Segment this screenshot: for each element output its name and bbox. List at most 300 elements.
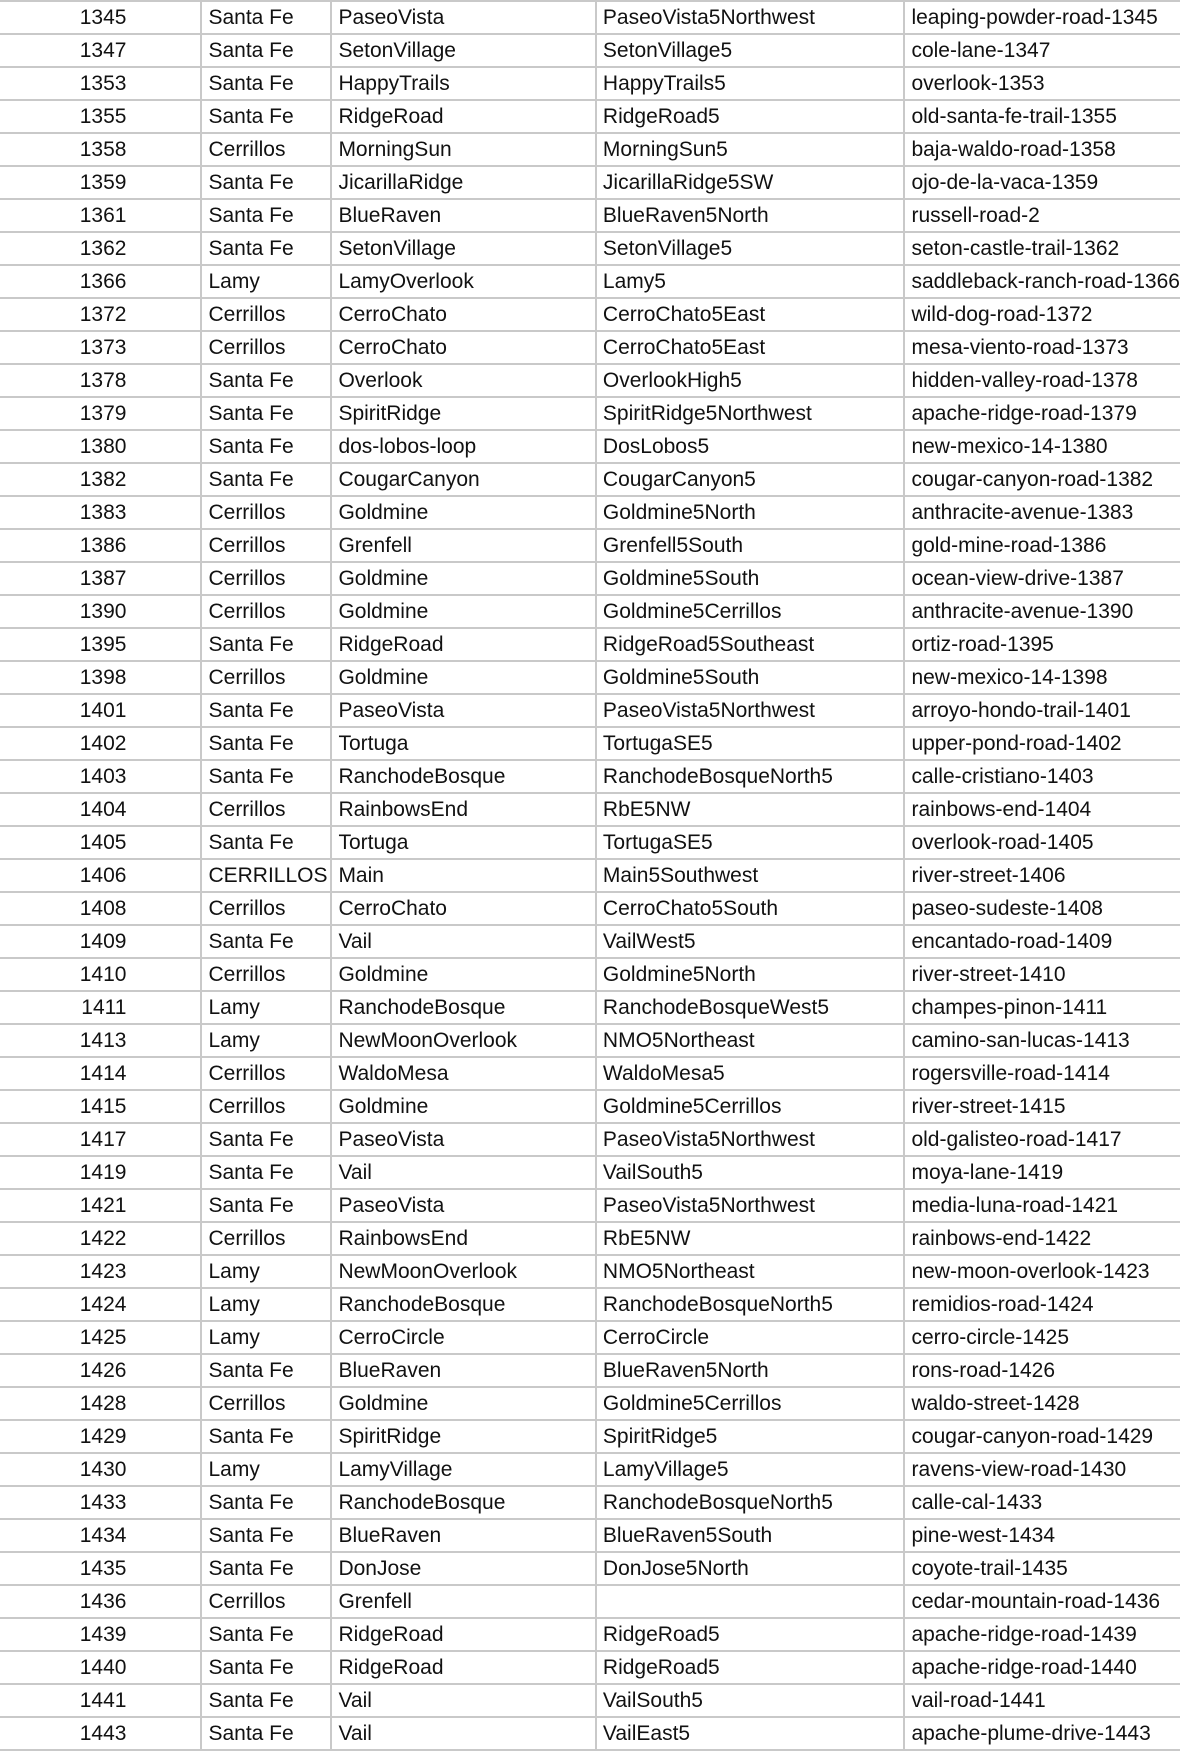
cell-id[interactable]: 1386 <box>0 529 201 562</box>
cell-zone[interactable]: TortugaSE5 <box>596 727 905 760</box>
cell-id[interactable]: 1419 <box>0 1156 201 1189</box>
cell-town[interactable]: Santa Fe <box>201 430 331 463</box>
cell-town[interactable]: Cerrillos <box>201 1387 331 1420</box>
cell-zone[interactable]: RidgeRoad5 <box>596 100 905 133</box>
cell-town[interactable]: Cerrillos <box>201 331 331 364</box>
cell-subdivision[interactable]: LamyOverlook <box>331 265 595 298</box>
cell-subdivision[interactable]: RainbowsEnd <box>331 793 595 826</box>
cell-road[interactable]: paseo-sudeste-1408 <box>904 892 1180 925</box>
cell-subdivision[interactable]: RainbowsEnd <box>331 1222 595 1255</box>
cell-zone[interactable]: CerroCircle <box>596 1321 905 1354</box>
cell-road[interactable]: cedar-mountain-road-1436 <box>904 1585 1180 1618</box>
table-row <box>0 826 1180 859</box>
cell-zone[interactable]: SpiritRidge5 <box>596 1420 905 1453</box>
cell-town[interactable]: Lamy <box>201 1255 331 1288</box>
cell-subdivision[interactable]: Goldmine <box>331 958 595 991</box>
cell-road[interactable]: calle-cal-1433 <box>904 1486 1180 1519</box>
cell-road[interactable]: hidden-valley-road-1378 <box>904 364 1180 397</box>
table-row <box>0 529 1180 562</box>
cell-road[interactable]: anthracite-avenue-1383 <box>904 496 1180 529</box>
cell-zone[interactable]: BlueRaven5South <box>596 1519 905 1552</box>
cell-id[interactable]: 1424 <box>0 1288 201 1321</box>
table-row <box>0 364 1180 397</box>
table-row <box>0 760 1180 793</box>
cell-road[interactable]: river-street-1415 <box>904 1090 1180 1123</box>
cell-road[interactable]: apache-ridge-road-1379 <box>904 397 1180 430</box>
cell-id[interactable]: 1441 <box>0 1684 201 1717</box>
cell-town[interactable]: Santa Fe <box>201 1519 331 1552</box>
cell-town[interactable]: Santa Fe <box>201 1684 331 1717</box>
table-row <box>0 1420 1180 1453</box>
table-row <box>0 1354 1180 1387</box>
cell-town[interactable]: Cerrillos <box>201 1585 331 1618</box>
cell-road[interactable]: new-moon-overlook-1423 <box>904 1255 1180 1288</box>
cell-zone[interactable]: PaseoVista5Northwest <box>596 1 905 34</box>
cell-road[interactable]: waldo-street-1428 <box>904 1387 1180 1420</box>
cell-id[interactable]: 1373 <box>0 331 201 364</box>
cell-id[interactable]: 1362 <box>0 232 201 265</box>
cell-subdivision[interactable]: Overlook <box>331 364 595 397</box>
cell-road[interactable]: moya-lane-1419 <box>904 1156 1180 1189</box>
cell-town[interactable]: Santa Fe <box>201 694 331 727</box>
cell-town[interactable]: Lamy <box>201 265 331 298</box>
cell-road[interactable]: vail-road-1441 <box>904 1684 1180 1717</box>
cell-road[interactable]: apache-plume-drive-1443 <box>904 1717 1180 1750</box>
cell-id[interactable]: 1426 <box>0 1354 201 1387</box>
cell-subdivision[interactable]: Vail <box>331 1156 595 1189</box>
table-row <box>0 1057 1180 1090</box>
table-row <box>0 661 1180 694</box>
cell-town[interactable]: Lamy <box>201 1024 331 1057</box>
cell-id[interactable]: 1443 <box>0 1717 201 1750</box>
table-row <box>0 694 1180 727</box>
cell-town[interactable]: Lamy <box>201 991 331 1024</box>
cell-subdivision[interactable]: Goldmine <box>331 595 595 628</box>
cell-id[interactable]: 1413 <box>0 1024 201 1057</box>
cell-zone[interactable]: Goldmine5North <box>596 496 905 529</box>
cell-id[interactable]: 1423 <box>0 1255 201 1288</box>
cell-road[interactable]: rons-road-1426 <box>904 1354 1180 1387</box>
cell-zone[interactable]: Goldmine5North <box>596 958 905 991</box>
cell-id[interactable]: 1387 <box>0 562 201 595</box>
cell-town[interactable]: Santa Fe <box>201 67 331 100</box>
cell-zone[interactable]: SpiritRidge5Northwest <box>596 397 905 430</box>
cell-road[interactable]: arroyo-hondo-trail-1401 <box>904 694 1180 727</box>
cell-town[interactable]: Santa Fe <box>201 1486 331 1519</box>
cell-town[interactable]: Cerrillos <box>201 892 331 925</box>
cell-subdivision[interactable]: CerroChato <box>331 892 595 925</box>
cell-subdivision[interactable]: NewMoonOverlook <box>331 1255 595 1288</box>
cell-town[interactable]: Cerrillos <box>201 661 331 694</box>
cell-subdivision[interactable]: CerroCircle <box>331 1321 595 1354</box>
cell-zone[interactable]: RbE5NW <box>596 1222 905 1255</box>
cell-id[interactable]: 1439 <box>0 1618 201 1651</box>
cell-id[interactable]: 1401 <box>0 694 201 727</box>
cell-subdivision[interactable]: PaseoVista <box>331 694 595 727</box>
cell-town[interactable]: Cerrillos <box>201 496 331 529</box>
cell-road[interactable]: apache-ridge-road-1439 <box>904 1618 1180 1651</box>
table-row <box>0 1123 1180 1156</box>
cell-subdivision[interactable]: Grenfell <box>331 529 595 562</box>
cell-town[interactable]: Santa Fe <box>201 760 331 793</box>
cell-road[interactable]: leaping-powder-road-1345 <box>904 1 1180 34</box>
cell-zone[interactable]: CerroChato5East <box>596 298 905 331</box>
cell-subdivision[interactable]: NewMoonOverlook <box>331 1024 595 1057</box>
cell-subdivision[interactable]: Goldmine <box>331 1090 595 1123</box>
cell-subdivision[interactable]: BlueRaven <box>331 1519 595 1552</box>
cell-id[interactable]: 1421 <box>0 1189 201 1222</box>
cell-id[interactable]: 1410 <box>0 958 201 991</box>
cell-subdivision[interactable]: BlueRaven <box>331 1354 595 1387</box>
cell-road[interactable]: calle-cristiano-1403 <box>904 760 1180 793</box>
cell-zone[interactable]: NMO5Northeast <box>596 1024 905 1057</box>
cell-subdivision[interactable]: PaseoVista <box>331 1189 595 1222</box>
cell-road[interactable]: baja-waldo-road-1358 <box>904 133 1180 166</box>
cell-zone[interactable]: Goldmine5Cerrillos <box>596 1387 905 1420</box>
cell-id[interactable]: 1353 <box>0 67 201 100</box>
cell-id[interactable]: 1415 <box>0 1090 201 1123</box>
cell-id[interactable]: 1435 <box>0 1552 201 1585</box>
cell-subdivision[interactable]: Main <box>331 859 595 892</box>
cell-subdivision[interactable]: dos-lobos-loop <box>331 430 595 463</box>
cell-road[interactable]: cerro-circle-1425 <box>904 1321 1180 1354</box>
table-row <box>0 166 1180 199</box>
cell-road[interactable]: cole-lane-1347 <box>904 34 1180 67</box>
cell-subdivision[interactable]: Vail <box>331 1717 595 1750</box>
cell-id[interactable]: 1398 <box>0 661 201 694</box>
cell-town[interactable]: Santa Fe <box>201 1552 331 1585</box>
table-row <box>0 1453 1180 1486</box>
cell-id[interactable]: 1361 <box>0 199 201 232</box>
table-row <box>0 133 1180 166</box>
cell-road[interactable]: apache-ridge-road-1440 <box>904 1651 1180 1684</box>
cell-town[interactable]: Santa Fe <box>201 1123 331 1156</box>
table-row <box>0 1387 1180 1420</box>
cell-zone[interactable]: Grenfell5South <box>596 529 905 562</box>
cell-zone[interactable]: WaldoMesa5 <box>596 1057 905 1090</box>
cell-zone[interactable]: OverlookHigh5 <box>596 364 905 397</box>
cell-zone[interactable]: SetonVillage5 <box>596 34 905 67</box>
cell-zone[interactable]: NMO5Northeast <box>596 1255 905 1288</box>
cell-road[interactable]: rogersville-road-1414 <box>904 1057 1180 1090</box>
cell-subdivision[interactable]: RanchodeBosque <box>331 1288 595 1321</box>
cell-road[interactable]: ojo-de-la-vaca-1359 <box>904 166 1180 199</box>
cell-zone[interactable]: RidgeRoad5 <box>596 1651 905 1684</box>
cell-zone[interactable]: CerroChato5South <box>596 892 905 925</box>
cell-town[interactable]: Santa Fe <box>201 1651 331 1684</box>
cell-zone[interactable]: BlueRaven5North <box>596 1354 905 1387</box>
cell-town[interactable]: Santa Fe <box>201 100 331 133</box>
cell-road[interactable]: old-santa-fe-trail-1355 <box>904 100 1180 133</box>
cell-zone[interactable]: RanchodeBosqueNorth5 <box>596 1486 905 1519</box>
cell-zone[interactable]: TortugaSE5 <box>596 826 905 859</box>
cell-zone[interactable]: DonJose5North <box>596 1552 905 1585</box>
cell-id[interactable]: 1434 <box>0 1519 201 1552</box>
cell-id[interactable]: 1440 <box>0 1651 201 1684</box>
cell-id[interactable]: 1378 <box>0 364 201 397</box>
cell-subdivision[interactable]: CerroChato <box>331 331 595 364</box>
table-row <box>0 1321 1180 1354</box>
cell-zone[interactable]: JicarillaRidge5SW <box>596 166 905 199</box>
cell-subdivision[interactable]: SetonVillage <box>331 232 595 265</box>
cell-subdivision[interactable]: BlueRaven <box>331 199 595 232</box>
table-row <box>0 1618 1180 1651</box>
cell-road[interactable]: cougar-canyon-road-1382 <box>904 463 1180 496</box>
cell-road[interactable]: media-luna-road-1421 <box>904 1189 1180 1222</box>
table-row <box>0 859 1180 892</box>
cell-id[interactable]: 1345 <box>0 1 201 34</box>
cell-subdivision[interactable]: JicarillaRidge <box>331 166 595 199</box>
cell-zone[interactable]: RidgeRoad5 <box>596 1618 905 1651</box>
cell-id[interactable]: 1359 <box>0 166 201 199</box>
cell-road[interactable]: overlook-1353 <box>904 67 1180 100</box>
cell-id[interactable]: 1417 <box>0 1123 201 1156</box>
cell-zone[interactable]: LamyVillage5 <box>596 1453 905 1486</box>
cell-town[interactable]: Lamy <box>201 1453 331 1486</box>
cell-town[interactable]: Santa Fe <box>201 628 331 661</box>
table-row <box>0 1552 1180 1585</box>
cell-id[interactable]: 1436 <box>0 1585 201 1618</box>
cell-id[interactable]: 1429 <box>0 1420 201 1453</box>
cell-zone[interactable]: BlueRaven5North <box>596 199 905 232</box>
cell-town[interactable]: Cerrillos <box>201 298 331 331</box>
cell-town[interactable]: Santa Fe <box>201 1354 331 1387</box>
cell-subdivision[interactable]: PaseoVista <box>331 1123 595 1156</box>
cell-zone[interactable]: HappyTrails5 <box>596 67 905 100</box>
cell-road[interactable]: anthracite-avenue-1390 <box>904 595 1180 628</box>
cell-road[interactable]: wild-dog-road-1372 <box>904 298 1180 331</box>
cell-town[interactable]: Santa Fe <box>201 1189 331 1222</box>
cell-zone[interactable]: PaseoVista5Northwest <box>596 1189 905 1222</box>
cell-town[interactable]: Santa Fe <box>201 727 331 760</box>
cell-zone[interactable]: PaseoVista5Northwest <box>596 1123 905 1156</box>
cell-id[interactable]: 1422 <box>0 1222 201 1255</box>
cell-town[interactable]: Cerrillos <box>201 958 331 991</box>
cell-zone[interactable]: RidgeRoad5Southeast <box>596 628 905 661</box>
cell-subdivision[interactable]: HappyTrails <box>331 67 595 100</box>
cell-subdivision[interactable]: DonJose <box>331 1552 595 1585</box>
cell-zone[interactable]: VailWest5 <box>596 925 905 958</box>
cell-town[interactable]: Santa Fe <box>201 826 331 859</box>
cell-zone[interactable]: Goldmine5Cerrillos <box>596 1090 905 1123</box>
cell-town[interactable]: Santa Fe <box>201 1618 331 1651</box>
table-row <box>0 100 1180 133</box>
cell-zone[interactable]: VailSouth5 <box>596 1156 905 1189</box>
table-row <box>0 331 1180 364</box>
cell-zone[interactable] <box>596 1585 905 1618</box>
cell-road[interactable]: upper-pond-road-1402 <box>904 727 1180 760</box>
cell-zone[interactable]: CougarCanyon5 <box>596 463 905 496</box>
cell-town[interactable]: Cerrillos <box>201 595 331 628</box>
cell-town[interactable]: Santa Fe <box>201 166 331 199</box>
cell-subdivision[interactable]: Goldmine <box>331 661 595 694</box>
cell-road[interactable]: rainbows-end-1404 <box>904 793 1180 826</box>
cell-town[interactable]: Cerrillos <box>201 1222 331 1255</box>
cell-road[interactable]: new-mexico-14-1380 <box>904 430 1180 463</box>
cell-zone[interactable]: Goldmine5South <box>596 661 905 694</box>
cell-subdivision[interactable]: Vail <box>331 1684 595 1717</box>
cell-zone[interactable]: CerroChato5East <box>596 331 905 364</box>
cell-road[interactable]: coyote-trail-1435 <box>904 1552 1180 1585</box>
cell-id[interactable]: 1406 <box>0 859 201 892</box>
table-row <box>0 1288 1180 1321</box>
cell-road[interactable]: ravens-view-road-1430 <box>904 1453 1180 1486</box>
cell-town[interactable]: Lamy <box>201 1321 331 1354</box>
table-row <box>0 265 1180 298</box>
cell-zone[interactable]: Lamy5 <box>596 265 905 298</box>
cell-id[interactable]: 1355 <box>0 100 201 133</box>
table-row <box>0 595 1180 628</box>
cell-town[interactable]: Santa Fe <box>201 34 331 67</box>
cell-road[interactable]: new-mexico-14-1398 <box>904 661 1180 694</box>
table-row <box>0 958 1180 991</box>
cell-zone[interactable]: SetonVillage5 <box>596 232 905 265</box>
cell-town[interactable]: Santa Fe <box>201 397 331 430</box>
cell-town[interactable]: Cerrillos <box>201 133 331 166</box>
cell-road[interactable]: remidios-road-1424 <box>904 1288 1180 1321</box>
cell-road[interactable]: cougar-canyon-road-1429 <box>904 1420 1180 1453</box>
table-row <box>0 628 1180 661</box>
cell-zone[interactable]: Goldmine5Cerrillos <box>596 595 905 628</box>
cell-subdivision[interactable]: RidgeRoad <box>331 100 595 133</box>
cell-town[interactable]: Lamy <box>201 1288 331 1321</box>
cell-id[interactable]: 1383 <box>0 496 201 529</box>
cell-town[interactable]: Santa Fe <box>201 463 331 496</box>
cell-id[interactable]: 1382 <box>0 463 201 496</box>
cell-subdivision[interactable]: Tortuga <box>331 727 595 760</box>
cell-id[interactable]: 1411 <box>0 991 201 1024</box>
cell-zone[interactable]: Main5Southwest <box>596 859 905 892</box>
cell-road[interactable]: river-street-1406 <box>904 859 1180 892</box>
cell-road[interactable]: river-street-1410 <box>904 958 1180 991</box>
table-row <box>0 397 1180 430</box>
cell-subdivision[interactable]: RidgeRoad <box>331 1618 595 1651</box>
cell-id[interactable]: 1358 <box>0 133 201 166</box>
cell-town[interactable]: CERRILLOS <box>201 859 331 892</box>
cell-id[interactable]: 1402 <box>0 727 201 760</box>
cell-id[interactable]: 1395 <box>0 628 201 661</box>
cell-id[interactable]: 1409 <box>0 925 201 958</box>
cell-road[interactable]: pine-west-1434 <box>904 1519 1180 1552</box>
table-row <box>0 925 1180 958</box>
cell-subdivision[interactable]: Goldmine <box>331 1387 595 1420</box>
cell-id[interactable]: 1404 <box>0 793 201 826</box>
table-row <box>0 1255 1180 1288</box>
cell-town[interactable]: Cerrillos <box>201 1090 331 1123</box>
cell-town[interactable]: Santa Fe <box>201 1 331 34</box>
cell-road[interactable]: mesa-viento-road-1373 <box>904 331 1180 364</box>
cell-id[interactable]: 1403 <box>0 760 201 793</box>
cell-town[interactable]: Santa Fe <box>201 1420 331 1453</box>
cell-zone[interactable]: VailSouth5 <box>596 1684 905 1717</box>
cell-id[interactable]: 1433 <box>0 1486 201 1519</box>
cell-subdivision[interactable]: Grenfell <box>331 1585 595 1618</box>
cell-subdivision[interactable]: Goldmine <box>331 562 595 595</box>
table-row <box>0 463 1180 496</box>
cell-subdivision[interactable]: SpiritRidge <box>331 397 595 430</box>
cell-subdivision[interactable]: SpiritRidge <box>331 1420 595 1453</box>
cell-subdivision[interactable]: Goldmine <box>331 496 595 529</box>
cell-road[interactable]: saddleback-ranch-road-1366 <box>904 265 1180 298</box>
cell-zone[interactable]: Goldmine5South <box>596 562 905 595</box>
cell-zone[interactable]: MorningSun5 <box>596 133 905 166</box>
cell-id[interactable]: 1425 <box>0 1321 201 1354</box>
cell-subdivision[interactable]: RidgeRoad <box>331 1651 595 1684</box>
cell-town[interactable]: Cerrillos <box>201 793 331 826</box>
table-row <box>0 1 1180 34</box>
cell-road[interactable]: rainbows-end-1422 <box>904 1222 1180 1255</box>
cell-town[interactable]: Santa Fe <box>201 925 331 958</box>
cell-road[interactable]: ortiz-road-1395 <box>904 628 1180 661</box>
cell-town[interactable]: Santa Fe <box>201 1717 331 1750</box>
cell-town[interactable]: Cerrillos <box>201 529 331 562</box>
cell-road[interactable]: overlook-road-1405 <box>904 826 1180 859</box>
cell-id[interactable]: 1347 <box>0 34 201 67</box>
cell-subdivision[interactable]: Tortuga <box>331 826 595 859</box>
cell-subdivision[interactable]: Vail <box>331 925 595 958</box>
cell-subdivision[interactable]: SetonVillage <box>331 34 595 67</box>
cell-zone[interactable]: RbE5NW <box>596 793 905 826</box>
cell-town[interactable]: Santa Fe <box>201 232 331 265</box>
cell-subdivision[interactable]: WaldoMesa <box>331 1057 595 1090</box>
cell-road[interactable]: russell-road-2 <box>904 199 1180 232</box>
cell-subdivision[interactable]: MorningSun <box>331 133 595 166</box>
cell-zone[interactable]: PaseoVista5Northwest <box>596 694 905 727</box>
cell-subdivision[interactable]: RanchodeBosque <box>331 760 595 793</box>
cell-road[interactable]: camino-san-lucas-1413 <box>904 1024 1180 1057</box>
cell-zone[interactable]: VailEast5 <box>596 1717 905 1750</box>
cell-town[interactable]: Santa Fe <box>201 1156 331 1189</box>
cell-subdivision[interactable]: PaseoVista <box>331 1 595 34</box>
table-row <box>0 1684 1180 1717</box>
cell-subdivision[interactable]: RanchodeBosque <box>331 1486 595 1519</box>
table-row <box>0 1156 1180 1189</box>
cell-subdivision[interactable]: CerroChato <box>331 298 595 331</box>
cell-subdivision[interactable]: RanchodeBosque <box>331 991 595 1024</box>
cell-zone[interactable]: DosLobos5 <box>596 430 905 463</box>
cell-id[interactable]: 1408 <box>0 892 201 925</box>
cell-town[interactable]: Santa Fe <box>201 199 331 232</box>
cell-zone[interactable]: RanchodeBosqueNorth5 <box>596 1288 905 1321</box>
cell-id[interactable]: 1430 <box>0 1453 201 1486</box>
cell-town[interactable]: Santa Fe <box>201 364 331 397</box>
cell-id[interactable]: 1379 <box>0 397 201 430</box>
cell-subdivision[interactable]: RidgeRoad <box>331 628 595 661</box>
cell-id[interactable]: 1390 <box>0 595 201 628</box>
cell-road[interactable]: ocean-view-drive-1387 <box>904 562 1180 595</box>
cell-id[interactable]: 1380 <box>0 430 201 463</box>
cell-id[interactable]: 1428 <box>0 1387 201 1420</box>
cell-zone[interactable]: RanchodeBosqueWest5 <box>596 991 905 1024</box>
cell-id[interactable]: 1372 <box>0 298 201 331</box>
table-row <box>0 1222 1180 1255</box>
cell-road[interactable]: old-galisteo-road-1417 <box>904 1123 1180 1156</box>
cell-road[interactable]: gold-mine-road-1386 <box>904 529 1180 562</box>
cell-zone[interactable]: RanchodeBosqueNorth5 <box>596 760 905 793</box>
cell-id[interactable]: 1405 <box>0 826 201 859</box>
cell-road[interactable]: encantado-road-1409 <box>904 925 1180 958</box>
grid-body <box>0 1 1180 1750</box>
cell-subdivision[interactable]: LamyVillage <box>331 1453 595 1486</box>
table-row <box>0 199 1180 232</box>
cell-road[interactable]: champes-pinon-1411 <box>904 991 1180 1024</box>
cell-town[interactable]: Cerrillos <box>201 1057 331 1090</box>
cell-id[interactable]: 1366 <box>0 265 201 298</box>
cell-road[interactable]: seton-castle-trail-1362 <box>904 232 1180 265</box>
cell-id[interactable]: 1414 <box>0 1057 201 1090</box>
cell-subdivision[interactable]: CougarCanyon <box>331 463 595 496</box>
cell-town[interactable]: Cerrillos <box>201 562 331 595</box>
